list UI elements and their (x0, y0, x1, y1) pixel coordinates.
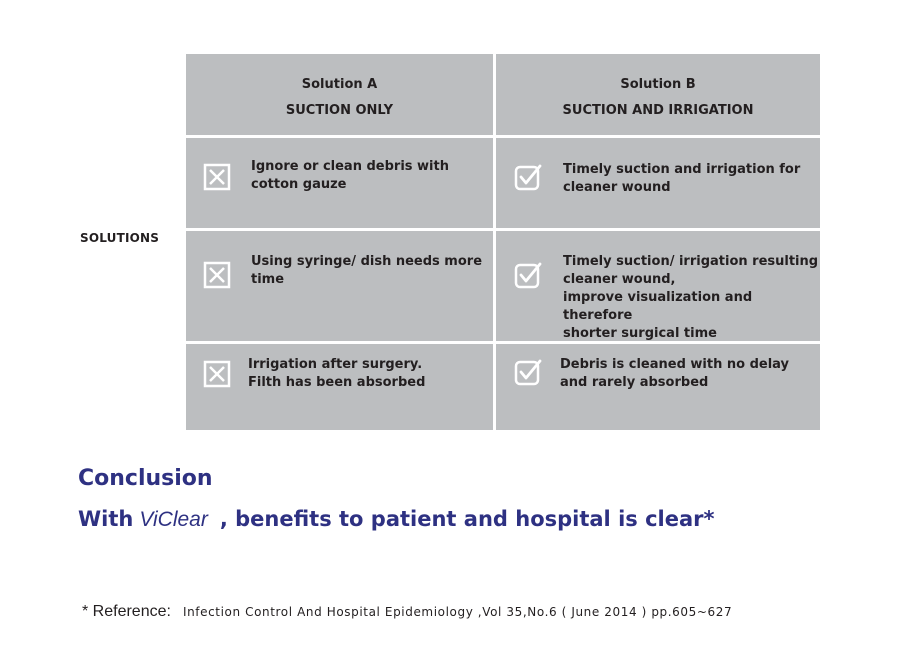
row-2-a-text: Using syringe/ dish needs more time (251, 254, 483, 287)
brand-name: ViClear (139, 508, 208, 531)
checkbox-check-icon (514, 261, 542, 289)
row-3-solution-a (186, 344, 493, 430)
conclusion-statement (78, 507, 714, 532)
row-1-a-text: Ignore or clean debris with cotton gauze (251, 159, 449, 192)
row-group-label: SOLUTIONS (80, 231, 160, 245)
row-1-b-text: Timely suction and irrigation for cleaner wound (563, 162, 801, 195)
x-box-icon (203, 360, 231, 388)
header-b-subtitle: SUCTION AND IRRIGATION (562, 103, 754, 118)
row-2-b-text: Timely suction/ irrigation resulting cleaner wound, improve visualization and therefore shorter surgical time (563, 254, 819, 341)
row-3-b-text: Debris is cleaned with no delay and rarely absorbed (560, 357, 790, 390)
row-2-solution-a (186, 231, 493, 341)
header-b-title: Solution B (620, 77, 696, 92)
reference-label: * Reference: (82, 603, 171, 620)
checkbox-check-icon (514, 163, 542, 191)
header-a-title: Solution A (301, 77, 378, 92)
header-solution-b (496, 54, 820, 135)
row-2-solution-b (496, 231, 820, 341)
row-1-solution-b (496, 138, 820, 228)
comparison-table (186, 54, 820, 430)
x-box-icon (203, 163, 231, 191)
conclusion-heading: Conclusion (78, 466, 213, 491)
header-a-subtitle: SUCTION ONLY (285, 103, 394, 118)
statement-text: , benefits to patient and hospital is clear* (219, 507, 715, 531)
row-1-solution-a (186, 138, 493, 228)
header-solution-a (186, 54, 493, 135)
with-word: With (78, 507, 134, 531)
reference-citation: Infection Control And Hospital Epidemiology ,Vol 35,No.6 ( June 2014 ) pp.605~627 (182, 605, 733, 619)
x-box-icon (203, 261, 231, 289)
row-3-a-text: Irrigation after surgery. Filth has been absorbed (248, 357, 426, 390)
reference-note (82, 601, 732, 621)
row-3-solution-b (496, 344, 820, 430)
checkbox-check-icon (514, 358, 542, 386)
